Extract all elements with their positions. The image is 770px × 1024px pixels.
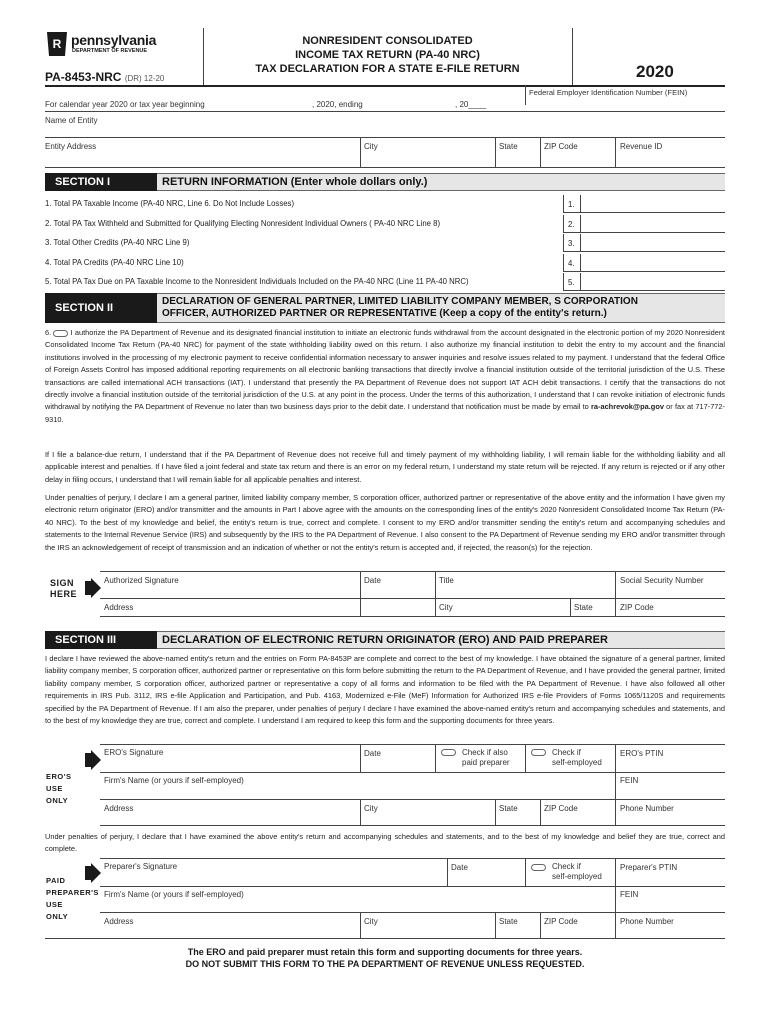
preparer-signature-label: Preparer's Signature	[104, 862, 178, 871]
item-6-num: 6.	[45, 328, 52, 337]
return-info-line-number: 1.	[568, 200, 575, 209]
ero-city-label: City	[364, 804, 378, 813]
entity-revenue-label: Revenue ID	[620, 142, 663, 151]
sign-state-label: State	[574, 603, 593, 612]
ero-state-label: State	[499, 804, 518, 813]
preparer-fein-input[interactable]	[617, 899, 725, 911]
return-info-line-label: 1. Total PA Taxable Income (PA-40 NRC, Line 6. Do Not Include Losses)	[45, 199, 295, 208]
paid-word: PAID	[46, 876, 66, 885]
ero-ptin-label: ERO's PTIN	[620, 749, 664, 758]
sign-zip-label: ZIP Code	[620, 603, 654, 612]
ero-date-label: Date	[364, 749, 381, 758]
preparer-date-input[interactable]	[449, 872, 524, 884]
sign-arrow-head-icon	[91, 578, 101, 598]
logo-letter-icon: R	[52, 37, 62, 51]
sign-city-label: City	[439, 603, 453, 612]
section-1-title: RETURN INFORMATION (Enter whole dollars only.)	[162, 176, 428, 188]
preparer-signature-input[interactable]	[102, 872, 445, 884]
revoke-fax: or fax at 717-772-9310.	[45, 402, 725, 424]
tax-year: 2020	[636, 62, 674, 81]
return-info-line-5	[45, 273, 725, 291]
footer-line-1: The ERO and paid preparer must retain this form and supporting documents for three years.	[187, 947, 583, 957]
preparer-self-employed-label	[552, 862, 602, 882]
ero-fein-label: FEIN	[620, 776, 639, 785]
title-line-1: NONRESIDENT CONSOLIDATED	[302, 35, 473, 47]
return-info-line-box	[563, 234, 725, 252]
return-info-line-amount-input[interactable]	[582, 235, 724, 251]
check-self-line-2: self-employed	[552, 758, 602, 767]
section-2-label: SECTION II	[45, 293, 157, 323]
return-info-line-separator	[580, 273, 581, 291]
entity-address-label: Entity Address	[45, 142, 97, 151]
authorization-text: I authorize the PA Department of Revenue and its designated financial institution to initiate an electronic funds withdrawal from the account designated in the electronic portion of my 2020 Nonresident Consolidated Income Tax Return (PA-40 NRC) for payment of the state withholding liability owed on this return. I also authorize my financial institution to debit the entry to my account and the financial institutions involved in the processing of my electronic payment to receive confidential information necessary to answer inquiries and resolve issues related to my payment. I understand that the federal Office of Foreign Assets Control has imposed additional reporting requirements on all electronic banking transactions that directly involve a financial institution outside of the territorial jurisdiction of the U.S. These transactions are called international ACH transactions (IAT). I understand that presently the PA Department of Revenue does not support IAT ACH debit transactions. I certify that the transactions do not directly involve a financial institution outside of the territorial jurisdiction of the U.S. at any point in the process. Under the terms of this authorization, I understand that I can revoke initiation of electronic funds withdrawal by notifying the PA Department of Revenue no later than two business days prior to the debit date. I understand that notification must be made by email to	[45, 328, 725, 412]
return-info-line-separator	[580, 254, 581, 272]
perjury-paragraph: Under penalties of perjury, I declare I am a general partner, limited liability company member, S corporation officer, authorized partner or representative of the above entity and the information I have given my electronic return originator (ERO) and/or transmitter and the amounts in Part I above agree with the amounts on the corresponding lines of the entity's 2020 Nonresident Consolidated Income Tax Return (PA-40 NRC). To the best of my knowledge and belief, the entity's return is true, correct and complete. I consent to my ERO and/or transmitter sending the entity's return and accompanying schedules and statements to the Internal Revenue Service (IRS) and subsequently by the IRS to the PA Department of Revenue. I also consent to the PA Department of Revenue sending my ERO and/or transmitter through the IRS an acknowledgement of receipt of transmission and an indication of whether or not the entity's return is accepted and, if rejected, the reason(s) for the rejection.	[45, 493, 725, 552]
return-info-line-number: 4.	[568, 259, 575, 268]
auth-signature-label: Authorized Signature	[104, 576, 179, 585]
ero-phone-label: Phone Number	[620, 804, 674, 813]
fein-label: Federal Employer Identification Number (FEIN)	[529, 88, 688, 97]
prep-check-line-1: Check if	[552, 862, 581, 871]
entity-revenue-input[interactable]	[617, 152, 725, 166]
return-info-line-2	[45, 215, 725, 233]
ero-firm-input[interactable]	[102, 785, 614, 797]
ero-firm-label: Firm's Name (or yours if self-employed)	[104, 776, 244, 785]
return-info-line-amount-input[interactable]	[582, 255, 724, 271]
return-info-line-box	[563, 195, 725, 213]
section-3-title: DECLARATION OF ELECTRONIC RETURN ORIGINATOR (ERO) AND PAID PREPARER	[162, 634, 608, 646]
return-info-line-box	[563, 273, 725, 291]
return-info-line-4	[45, 254, 725, 272]
tax-year-begin-input[interactable]	[225, 98, 310, 108]
form-number-text: PA-8453-NRC	[45, 70, 122, 84]
logo-subtext: DEPARTMENT OF REVENUE	[72, 48, 148, 54]
return-info-line-label: 5. Total PA Tax Due on PA Taxable Income to the Nonresident Individuals Included on the PA-40 NRC (Line 11 PA-40 NRC)	[45, 277, 469, 286]
ero-use-word: USE	[46, 784, 63, 793]
preparer-date-label: Date	[451, 863, 468, 872]
logo-text: pennsylvania	[71, 32, 157, 48]
return-info-line-amount-input[interactable]	[582, 196, 724, 212]
prep-only-word: ONLY	[46, 912, 69, 921]
preparer-address-input[interactable]	[102, 925, 358, 937]
preparer-zip-label: ZIP Code	[544, 917, 578, 926]
ero-self-employed-checkbox[interactable]	[531, 749, 546, 756]
return-info-line-number: 5.	[568, 278, 575, 287]
return-info-line-amount-input[interactable]	[582, 274, 724, 290]
calendar-year-label: For calendar year 2020 or tax year beginning	[45, 100, 205, 109]
return-info-line-box	[563, 215, 725, 233]
return-info-line-separator	[580, 215, 581, 233]
tax-year-end-input[interactable]	[370, 98, 455, 108]
section-3-label: SECTION III	[45, 631, 157, 649]
return-info-line-separator	[580, 234, 581, 252]
sign-date-input[interactable]	[362, 585, 434, 597]
entity-name-label: Name of Entity	[45, 116, 98, 125]
paid-preparer-use-only-label	[46, 875, 99, 923]
preparer-perjury-paragraph: Under penalties of perjury, I declare that I have examined the above entity's return and accompanying schedules and statements, and to the best of my knowledge and belief they are true, correct and complete.	[45, 832, 725, 854]
auth-signature-input[interactable]	[102, 585, 358, 597]
ssn-input[interactable]	[617, 585, 725, 597]
title-line-3: TAX DECLARATION FOR A STATE E-FILE RETURN	[255, 63, 520, 75]
form-revision: (DR) 12-20	[124, 74, 165, 83]
entity-state-input[interactable]	[497, 152, 539, 166]
check-paid-line-2: paid preparer	[462, 758, 510, 767]
form-number	[45, 70, 164, 84]
return-info-line-3	[45, 234, 725, 252]
return-info-line-number: 2.	[568, 220, 575, 229]
ero-fein-input[interactable]	[617, 785, 725, 797]
sign-date-label: Date	[364, 576, 381, 585]
year-blank-label: , 20____	[455, 100, 487, 109]
check-paid-line-1: Check if also	[462, 748, 508, 757]
preparer-fein-label: FEIN	[620, 890, 639, 899]
fein-input[interactable]	[527, 96, 723, 106]
sign-title-input[interactable]	[437, 585, 614, 597]
entity-zip-input[interactable]	[542, 152, 614, 166]
paid-preparer-checkbox[interactable]	[441, 749, 456, 756]
eft-authorization-checkbox[interactable]	[53, 330, 68, 337]
ero-signature-input[interactable]	[102, 758, 358, 770]
prep-check-line-2: self-employed	[552, 872, 602, 881]
ero-date-input[interactable]	[362, 758, 434, 770]
entity-city-input[interactable]	[362, 152, 494, 166]
ero-arrow-head-icon	[91, 750, 101, 770]
sign-title-label: Title	[439, 576, 454, 585]
preparer-firm-input[interactable]	[102, 899, 614, 911]
ero-signature-label: ERO's Signature	[104, 748, 164, 757]
entity-name-input[interactable]	[45, 124, 725, 136]
preparer-state-label: State	[499, 917, 518, 926]
preparer-city-label: City	[364, 917, 378, 926]
prep-use-word: USE	[46, 900, 63, 909]
ero-ptin-input[interactable]	[617, 758, 725, 770]
paid-preparer-check-label	[462, 748, 510, 768]
entity-zip-label: ZIP Code	[544, 142, 578, 151]
logo	[47, 32, 197, 62]
return-info-line-number: 3.	[568, 239, 575, 248]
preparer-address-label: Address	[104, 917, 134, 926]
ero-address-input[interactable]	[102, 812, 358, 824]
return-info-line-label: 3. Total Other Credits (PA-40 NRC Line 9)	[45, 238, 190, 247]
section-1-label: SECTION I	[45, 173, 157, 191]
footer-notice	[45, 946, 725, 970]
ero-address-label: Address	[104, 804, 134, 813]
sign-here-label	[50, 578, 77, 600]
return-info-line-label: 4. Total PA Credits (PA-40 NRC Line 10)	[45, 258, 184, 267]
preparer-ptin-label: Preparer's PTIN	[620, 863, 678, 872]
preparer-ptin-input[interactable]	[617, 872, 725, 884]
section-2-title	[162, 296, 638, 320]
return-info-line-label: 2. Total PA Tax Withheld and Submitted for Qualifying Electing Nonresident Individual Owners ( PA-40 NRC Line 8)	[45, 219, 441, 228]
preparer-firm-label: Firm's Name (or yours if self-employed)	[104, 890, 244, 899]
entity-address-input[interactable]	[45, 152, 359, 166]
ero-only-word: ONLY	[46, 796, 69, 805]
revoke-email: ra-achrevok@pa.gov	[591, 402, 664, 412]
ending-label: , 2020, ending	[312, 100, 363, 109]
title-line-2: INCOME TAX RETURN (PA-40 NRC)	[295, 49, 480, 61]
return-info-line-separator	[580, 195, 581, 213]
ero-declaration-paragraph: I declare I have reviewed the above-named entity's return and the entries on Form PA-8453P are complete and correct to the best of my knowledge. I have obtained the signature of a general partner, limited liability company member, S corporation officer, authorized partner or representative on this form before submitting the return to the PA Department of Revenue, and I have provided the general partner, limited liability company member, S corporation officer, authorized partner or representative a copy of all forms and information to be filed with the PA Department of Revenue. I have also followed all other requirements in IRS Pub. 3112, IRS e-file Application and Participation, and Pub. 4163, Modernized e-File (MeF) Information for Authorized IRS e-file Providers of Forms 1065/1120S and requirements specified by the PA Department of Revenue. If I am also the preparer, under penalties of perjury I declare I have examined the above-named entity's return and accompanying schedules and statements, and to the best of my knowledge they are true, correct and complete. I understand I am required to keep this form and the supporting documents for three years.	[45, 654, 725, 726]
balance-due-paragraph: If I file a balance-due return, I understand that if the PA Department of Revenue does not receive full and timely payment of my withholding liability, I will remain liable for the withholding liability and all applicable interest and penalties. If I have filed a joint federal and state tax return and there is an error on my federal return, I understand my state return will be rejected. If any return is rejected or if any other delay in filing occurs, I understand that I will remain liable for all applicable penalties and interest.	[45, 450, 725, 484]
footer-line-2: DO NOT SUBMIT THIS FORM TO THE PA DEPARTMENT OF REVENUE UNLESS REQUESTED.	[185, 959, 585, 969]
authorization-paragraph	[45, 327, 725, 426]
form-title	[205, 34, 570, 76]
return-info-line-amount-input[interactable]	[582, 216, 724, 232]
here-word: HERE	[50, 589, 78, 599]
ero-zip-label: ZIP Code	[544, 804, 578, 813]
preparer-phone-label: Phone Number	[620, 917, 674, 926]
ero-word: ERO'S	[46, 772, 72, 781]
sign-address-label: Address	[104, 603, 134, 612]
check-self-line-1: Check if	[552, 748, 581, 757]
return-info-line-1	[45, 195, 725, 213]
preparer-self-employed-checkbox[interactable]	[531, 864, 546, 871]
return-info-line-box	[563, 254, 725, 272]
ero-use-only-label	[46, 771, 72, 807]
section-2-title-line-2: OFFICER, AUTHORIZED PARTNER OR REPRESENTATIVE (Keep a copy of the entity's return.)	[162, 308, 607, 319]
section-2-title-line-1: DECLARATION OF GENERAL PARTNER, LIMITED LIABILITY COMPANY MEMBER, S CORPORATION	[162, 296, 638, 307]
preparers-word: PREPARER'S	[46, 888, 99, 897]
sign-word: SIGN	[50, 578, 75, 588]
entity-city-label: City	[364, 142, 378, 151]
ssn-label: Social Security Number	[620, 576, 704, 585]
ero-self-employed-label	[552, 748, 602, 768]
entity-state-label: State	[499, 142, 518, 151]
